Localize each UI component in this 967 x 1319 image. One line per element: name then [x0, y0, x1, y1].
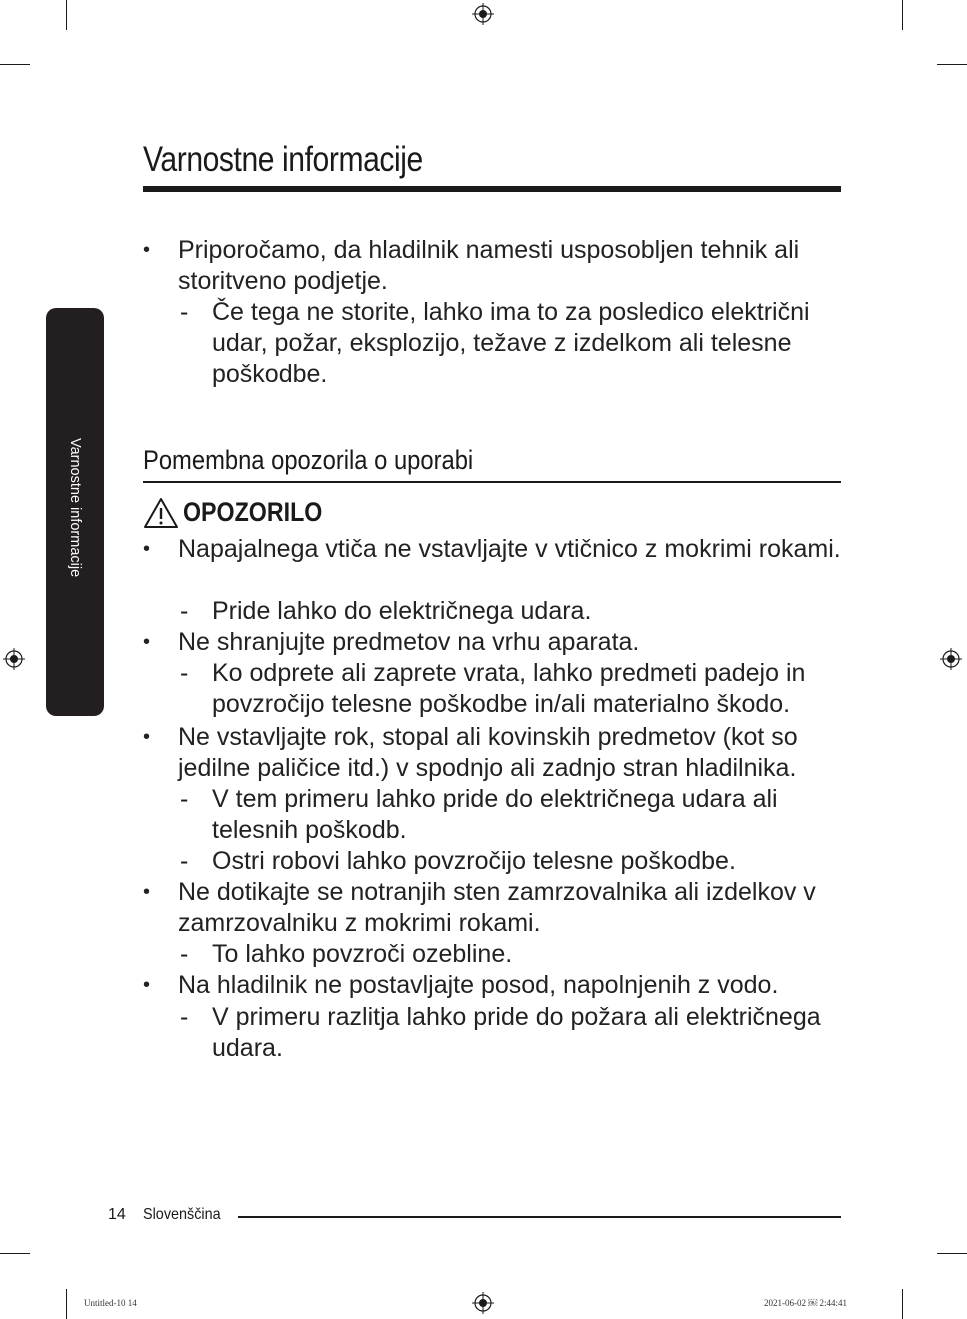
page-number: 14 [108, 1206, 126, 1223]
crop-mark [66, 0, 67, 30]
page-title: Varnostne informacije [143, 140, 423, 179]
crop-mark [0, 1253, 30, 1254]
warning-triangle-icon [143, 497, 179, 529]
dash-mark: - [180, 659, 189, 687]
side-tab-label: Varnostne informacije [67, 438, 83, 578]
registration-mark-icon [472, 3, 494, 25]
print-timestamp: 2021-06-02 ￼ 2:44:41 [764, 1298, 847, 1308]
print-file-info: Untitled-10 14 [84, 1298, 137, 1308]
warning-bullet: Na hladilnik ne postavljajte posod, napolnjenih z vodo. [178, 971, 779, 999]
crop-mark [937, 64, 967, 65]
dash-mark: - [180, 940, 189, 968]
crop-mark [902, 1289, 903, 1319]
crop-mark [66, 1289, 67, 1319]
bullet-mark: • [143, 974, 151, 996]
bullet-mark: • [143, 631, 151, 653]
warning-sub-item: To lahko povzroči ozebline. [212, 940, 513, 968]
warning-bullet: Ne shranjujte predmetov na vrhu aparata. [178, 628, 640, 656]
section-heading: Pomembna opozorila o uporabi [143, 445, 474, 475]
dash-mark: - [180, 785, 189, 813]
warning-sub-item: V tem primeru lahko pride do električnega udara ali telesnih poškodb. [212, 785, 778, 844]
registration-mark-icon [472, 1292, 494, 1314]
warning-sub-item: Pride lahko do električnega udara. [212, 597, 592, 625]
dash-mark: - [180, 298, 189, 326]
warning-label: OPOZORILO [183, 497, 323, 527]
registration-mark-icon [940, 648, 962, 670]
crop-mark [902, 0, 903, 30]
bullet-mark: • [143, 239, 151, 261]
warning-sub-item: V primeru razlitja lahko pride do požara ali električnega udara. [212, 1003, 821, 1062]
intro-bullet: Priporočamo, da hladilnik namesti usposobljen tehnik ali storitveno podjetje. [178, 236, 800, 295]
footer-divider [238, 1216, 841, 1218]
warning-bullet: Ne vstavljajte rok, stopal ali kovinskih predmetov (kot so jedilne paličice itd.) v spodnjo ali zadnjo stran hladilnika. [178, 723, 798, 782]
side-section-tab [46, 308, 104, 716]
registration-mark-icon [3, 648, 25, 670]
crop-mark [937, 1253, 967, 1254]
warning-sub-item: Ko odprete ali zaprete vrata, lahko predmeti padejo in povzročijo telesne poškodbe in/ali materialno škodo. [212, 659, 806, 718]
footer-language: Slovenščina [143, 1206, 221, 1223]
title-divider [143, 186, 841, 192]
warning-bullet: Napajalnega vtiča ne vstavljajte v vtičnico z mokrimi rokami. [178, 535, 841, 563]
dash-mark: - [180, 1003, 189, 1031]
bullet-mark: • [143, 538, 151, 560]
crop-mark [0, 64, 30, 65]
dash-mark: - [180, 597, 189, 625]
section-divider [143, 481, 841, 483]
warning-bullet: Ne dotikajte se notranjih sten zamrzovalnika ali izdelkov v zamrzovalniku z mokrimi rokami. [178, 878, 816, 937]
dash-mark: - [180, 847, 189, 875]
bullet-mark: • [143, 726, 151, 748]
warning-sub-item: Ostri robovi lahko povzročijo telesne poškodbe. [212, 847, 736, 875]
bullet-mark: • [143, 881, 151, 903]
intro-sub-item: Če tega ne storite, lahko ima to za posledico električni udar, požar, eksplozijo, težave z izdelkom ali telesne poškodbe. [212, 298, 810, 388]
